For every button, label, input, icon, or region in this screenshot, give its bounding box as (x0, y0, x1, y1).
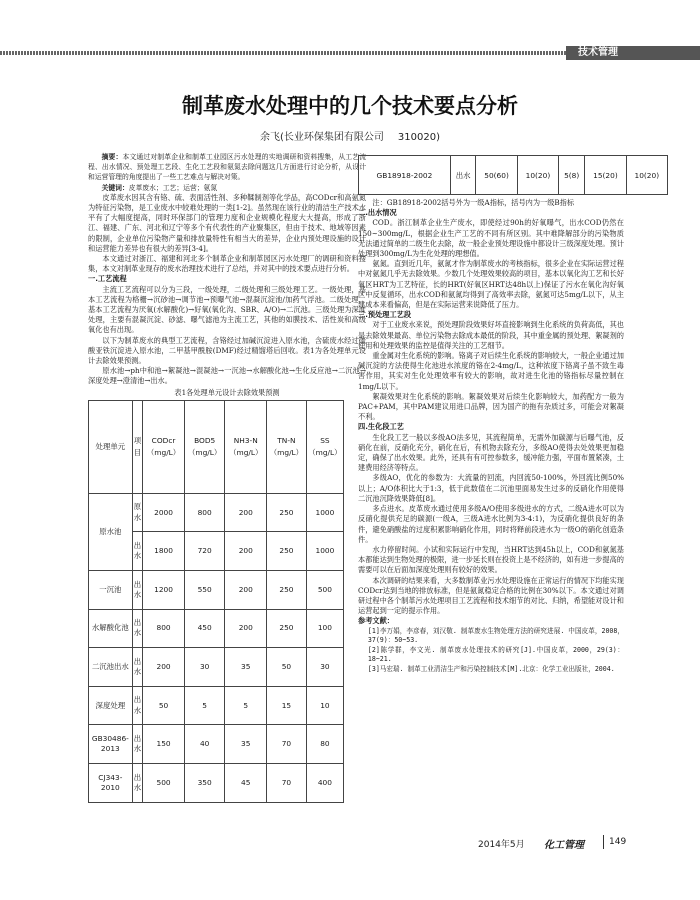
intro-paragraph: 本文通过对浙江、福建和河北多个制革企业和制革园区污水处理厂的调研和资料搜集，本文对制革业现存的废水治理技术进行了总结，并对其中的技术要点进行分析。 (88, 254, 366, 274)
table-header-cell: CODcr（mg/L） (143, 400, 184, 493)
table-cell: 250 (267, 532, 307, 571)
table-cell: 40 (184, 725, 225, 764)
table-row (89, 648, 344, 687)
table-cell: 原水 (132, 493, 143, 532)
table-row (89, 686, 344, 725)
table-cell: GB30486-2013 (89, 725, 133, 764)
table-cell: 200 (225, 609, 267, 648)
section-heading: 一.工艺流程 (88, 274, 127, 284)
table-cell: 35 (225, 725, 267, 764)
table-cell: 550 (184, 571, 225, 610)
table-cell: 1200 (143, 571, 184, 610)
table-cell: 出水 (132, 686, 143, 725)
table-cell: 450 (184, 609, 225, 648)
table-cell: 200 (225, 532, 267, 571)
table-header-cell: 处理单元 (89, 400, 133, 493)
table-header-cell: 项目 (132, 400, 143, 493)
table-row (89, 609, 344, 648)
table-cell: 10(20) (626, 156, 667, 195)
table-cell: 1000 (306, 532, 343, 571)
table-note: 注：GB18918-2002括号外为一级A指标，括号内为一级B指标 (372, 198, 575, 207)
table-row (359, 156, 668, 195)
table-cell: 出水 (132, 532, 143, 571)
table-cell: 720 (184, 532, 225, 571)
table-cell: 500 (143, 764, 184, 803)
table-header-cell: NH3-N（mg/L） (225, 400, 267, 493)
body-paragraph: 水力停留时间。小试和实际运行中发现，当HRT达到45h以上，COD和氨氮基本都能达到生物处理的极限，进一步延长则在投资上是不经济的，如有进一步提高的需要可以在后面加深度处理则有较好的效果。 (358, 544, 624, 575)
table-cell: 1800 (143, 532, 184, 571)
table-continuation (358, 155, 668, 195)
table-cell: 80 (306, 725, 343, 764)
table-cell: 15 (267, 686, 307, 725)
table-cell: 一沉池 (89, 571, 133, 610)
table-header-row (89, 400, 344, 493)
body-paragraph: 絮凝效果对生化系统的影响。絮凝效果对后续生化影响较大，加药配方一般为PAC+PAM，其中PAM建议用进口品牌，因为国产的拖有杂质过多，可能会对絮凝不利。 (358, 391, 624, 422)
table-header-cell: SS（mg/L） (306, 400, 343, 493)
table-row (89, 725, 344, 764)
table-header-cell: BOD5（mg/L） (184, 400, 225, 493)
reference-item: [1]李万娟，李彦春，刘汉敬. 制革废水生物处理方法的研究进展. 中国皮革，2008，37(9)：50~53. (367, 626, 624, 645)
body-paragraph: 原水池→ph中和池→絮凝池→混凝池→一沉池→水解酸化池→生化反应池→二沉池→深度处理→澄清池→出水。 (88, 366, 366, 386)
left-column (88, 152, 366, 803)
table-cell: 出水 (132, 609, 143, 648)
table-cell: CJ343-2010 (89, 764, 133, 803)
right-column (358, 198, 624, 675)
table-cell: 500 (306, 571, 343, 610)
author-line (0, 128, 700, 143)
author-code: 310020) (397, 132, 440, 143)
table-cell: 200 (225, 493, 267, 532)
table-cell: 30 (306, 648, 343, 687)
body-paragraph: 本次调研的结果来看，大多数制革业污水处理设施在正常运行的情况下均能实现CODcr达到当地的排放标准，但是氨氮稳定合格的比例在30%以下。本文通过对调研过程中各个制革污水处理项目工艺流程和技术细节的对比、归纳，希望能对设计和运营起到一定的提示作用。 (358, 575, 624, 616)
body-paragraph: 多级AO，优化的参数为：大流量的回流，内回流50-100%，外回流比例50%以上；A/O体积比大于1:3，低于此数值在二沉池里面易发生过多的反硝化作用使得二沉池沉降效果降低[8]。 (358, 473, 624, 503)
intro-paragraph: 皮革废水因其含有铬、硫、表面活性剂、多种鞣制剂等化学品，高CODcr和高氨氮为特征污染物，是工业废水中较难处理的一类[1-2]。虽然现在该行业的清洁生产技术水平有了大幅度提高，同时环保部门的管理力度和企业规模化程度大大提高，形成了浙江、福建、广东、河北和辽宁等多个有代表性的产业聚集区，但由于技术、地域等因素的限制，企业单位污染物产量和排放量特性有相当大的差异，企业内预处理设施的设计和运营能力差异也有很大的差异[3-4]。 (88, 192, 366, 253)
issue-date: 2014年5月 (478, 840, 525, 850)
article-title: 制革废水处理中的几个技术要点分析 (182, 94, 518, 118)
table-header-cell: TN-N（mg/L） (267, 400, 307, 493)
table-cell: 出水 (132, 725, 143, 764)
magazine-name: 化工管理 (544, 840, 584, 851)
table-cell: 2000 (143, 493, 184, 532)
table-cell: 100 (306, 609, 343, 648)
table-cell: 15(20) (585, 156, 626, 195)
body-paragraph: 生化段工艺一般以多级AO法多见，其流程简单，无需外加碳源与后曝气池，反硝化在前，反硝化充分，硝化在后，有机物去除充分，多级AO使得去处效果更加稳定，确保了出水效果。此外，还具有有可控参数多，缓冲能力强，平面布置紧凑，土建费用经济等特点。 (358, 432, 624, 473)
table-cell: 45 (225, 764, 267, 803)
table-cell: 出水 (450, 156, 476, 195)
section-heading: 三.预处理工艺段 (358, 310, 412, 320)
section-heading: 四.生化段工艺 (358, 422, 404, 432)
table-cell: 350 (184, 764, 225, 803)
table-row (89, 764, 344, 803)
table-cell: 50 (143, 686, 184, 725)
table-cell: 35 (225, 648, 267, 687)
reference-item: [3]马宏瑞. 制革工业清洁生产和污染控制技术[M].北京：化学工业出版社，2004. (367, 664, 615, 673)
removal-effect-table (88, 400, 344, 803)
table-cell: 150 (143, 725, 184, 764)
abstract-text: 本文通过对制革企业和制革工业园区污水处理的实地调研和资料搜集，从工艺流程、出水情况、预处理工艺段、生化工艺段和氨氮去除问题这几方面进行讨论分析，从设计和运营管理的角度提出了一些工艺难点与解决对策。 (88, 153, 367, 182)
table-cell: 70 (267, 725, 307, 764)
page-number: 149 (609, 837, 627, 847)
table-row (89, 571, 344, 610)
table-cell: 200 (225, 571, 267, 610)
author-name: 余飞(长业环保集团有限公司 (260, 132, 384, 143)
table-cell: 深度处理 (89, 686, 133, 725)
abstract-label: 摘要： (101, 153, 123, 161)
section-header-bar (0, 46, 700, 60)
table-cell: 800 (184, 493, 225, 532)
body-paragraph: 多点进水。皮革废水通过使用多级A/O使用多级进水的方式，二级A进水可以为反硝化提供充足的碳源(一级A，三级A进水比例为3-4:1)，为反硝化提供良好的条件，避免硝酸盐的过度积累影响硝化作用，同时将释前段进水为一级O的硝化创造条件。 (358, 504, 624, 544)
body-paragraph: 重金属对生化系统的影响。铬离子对后续生化系统的影响较大，一般企业通过加碱沉淀的方法使得生化池进水浓度的铬在2-4mg/L，这种浓度下铬离子虽不致生毒害作用，其实对生化处理效率有较大的影响，故对进生化池的铬指标尽量控制在1mg/L以下。 (358, 351, 624, 391)
table-cell: 出水 (132, 648, 143, 687)
table-cell: 50 (267, 648, 307, 687)
table-cell: 10 (306, 686, 343, 725)
references-heading: 参考文献： (358, 616, 394, 626)
table-cell: 30 (184, 648, 225, 687)
table-cell: 5(8) (559, 156, 585, 195)
table-caption: 表1各处理单元设计去除效果预测 (174, 387, 280, 397)
header-stripe (0, 51, 566, 55)
table-cell: 70 (267, 764, 307, 803)
table-cell: 1000 (306, 493, 343, 532)
table-cell: 5 (225, 686, 267, 725)
table-cell: 水解酸化池 (89, 609, 133, 648)
table-cell: 出水 (132, 571, 143, 610)
footer-divider (603, 835, 604, 849)
table-cell: 250 (267, 493, 307, 532)
body-paragraph: 以下为制革废水的典型工艺流程，含铬经过加碱沉淀进入原水池，含硫废水经过硫酸亚铁沉淀进入原水池，二甲基甲酰胺(DMF)经过精馏塔后回收。表1为各处理单元设计去除效果预测。 (88, 335, 366, 366)
body-paragraph: 氨氮。直到近几年，氨氮才作为制革废水的考核指标，很多企业在实际运营过程中对氨氮几乎无去除效果。少数几个处理效果较高的项目，基本以氧化沟工艺和长好氧区HRT为工艺特征，长的HRT(好氧区HRT达48h以上)保证了污水在氧化沟好氧区中反复循环，出水COD和氨氮均得到了高效率去除，氨氮可达5mg/L以下，从主建成本来看偏高，但是在实际运营来说降低了压力。 (358, 259, 624, 310)
table-cell: 50(60) (476, 156, 517, 195)
table-cell: 原水池 (89, 493, 133, 570)
table-cell: 出水 (132, 764, 143, 803)
table-cell: 800 (143, 609, 184, 648)
reference-item: [2]陈学群，李文光. 制革废水处理技术的研究[J].中国皮革，2000，29(3)：18~21. (367, 645, 624, 664)
body-paragraph: 主流工艺流程可以分为三段，一级处理，二级处理和三级处理工艺。一级处理，基本工艺流程为格栅→沉砂池→调节池→预曝气池→混凝沉淀池/加药气浮池。二级处理，基本工艺流程为厌氧(水解酸化)→好氧(氧化沟、SBR、A/O)→二沉池。三级处理为深度处理，主要有混凝沉淀、砂滤、曝气滤池为主流工艺，其他的如膜技术、活性炭和高级氧化也有出现。 (88, 284, 366, 335)
section-tag: 技术管理 (566, 46, 700, 60)
table-cell: GB18918-2002 (359, 156, 451, 195)
keywords-text: 皮革废水；工艺；运营；氨氮 (128, 183, 218, 192)
table-cell: 10(20) (517, 156, 558, 195)
table-cell: 400 (306, 764, 343, 803)
section-heading: 二.出水情况 (358, 208, 397, 218)
body-paragraph: 对于工业废水来说，预处理阶段效果好坏直接影响到生化系统的负荷高低，其也是去除效果最高、单位污染物去除成本最低的阶段，其中重金属的预处理、絮凝剂的使用和处理效果的监控是值得关注的工艺细节。 (358, 320, 624, 350)
table-row (89, 493, 344, 532)
keywords (88, 183, 366, 193)
table-cell: 250 (267, 571, 307, 610)
table-cell: 5 (184, 686, 225, 725)
table-cell: 250 (267, 609, 307, 648)
table-cell: 二沉池出水 (89, 648, 133, 687)
keywords-label: 关键词： (101, 183, 129, 192)
abstract (88, 152, 366, 183)
body-paragraph: COD。浙江制革企业生产废水，即使经过90h的好氧曝气，出水COD仍然在150~300mg/L，根据企业生产工艺的不同有所区别。其中难降解部分的污染物质无法通过简单的二级生化去除，故一般企业预处理设施中都设计三级深度处理。预计处理到300mg/L为生化处理的理想值。 (358, 218, 624, 259)
table-cell: 200 (143, 648, 184, 687)
